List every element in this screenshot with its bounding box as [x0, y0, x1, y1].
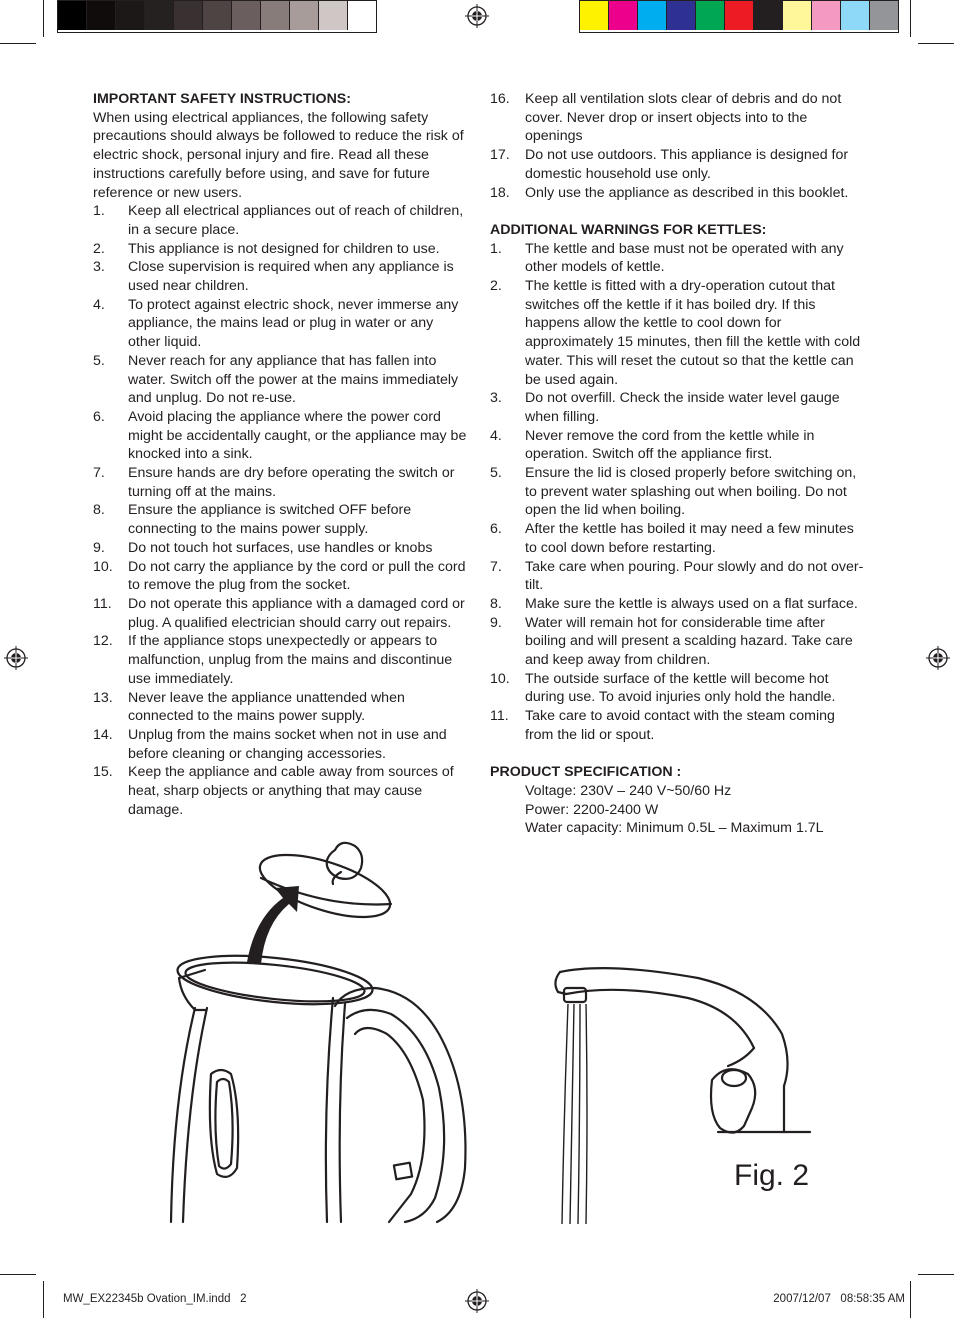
- list-item: [490, 707, 865, 744]
- tap-spout: [560, 968, 788, 1086]
- list-item: [490, 427, 865, 464]
- tap-handle: [711, 1069, 755, 1132]
- registration-mark-icon: [465, 1289, 489, 1313]
- crop-mark: [0, 43, 36, 44]
- lid-knob: [327, 843, 362, 879]
- list-item-number: 8.: [93, 502, 105, 519]
- right-column: [490, 90, 865, 838]
- list-item-text: The outside surface of the kettle will become hot during use. To avoid injuries only hold the handle.: [525, 670, 836, 706]
- list-item-number: 3.: [490, 390, 502, 407]
- process-color-bar: [579, 0, 899, 33]
- list-item: [93, 539, 467, 558]
- list-item-number: 13.: [93, 689, 113, 706]
- spec-power: Power: 2200-2400 W: [525, 801, 659, 818]
- list-item-text: Take care to avoid contact with the steam coming from the lid or spout.: [525, 708, 835, 743]
- safety-list: [93, 202, 467, 819]
- list-item-text: After the kettle has boiled it may need a few minutes to cool down before restarting.: [525, 521, 854, 556]
- color-swatch: [812, 1, 841, 30]
- crop-mark: [918, 1274, 954, 1275]
- list-item-text: Ensure the lid is closed properly before switching on, to prevent water splashing out when boiling. Do not open the lid when boiling.: [525, 465, 857, 519]
- kettle-warnings-list: [490, 240, 865, 745]
- list-item: [490, 240, 865, 277]
- list-item-number: 3.: [93, 259, 105, 276]
- crop-mark: [910, 1281, 911, 1318]
- list-item-number: 7.: [93, 465, 105, 482]
- list-item-number: 11.: [490, 708, 509, 725]
- spec-voltage: Voltage: 230V – 240 V~50/60 Hz: [525, 782, 732, 799]
- safety-title: IMPORTANT SAFETY INSTRUCTIONS:: [93, 91, 351, 107]
- kettle-handle: [335, 988, 465, 1222]
- list-item: [93, 595, 467, 632]
- color-swatch: [667, 1, 696, 30]
- list-item: [490, 90, 865, 146]
- list-item-text: Take care when pouring. Pour slowly and do not over-tilt.: [525, 558, 864, 594]
- color-swatch: [638, 1, 667, 30]
- spec-title: PRODUCT SPECIFICATION :: [490, 764, 682, 781]
- color-swatch: [319, 1, 348, 30]
- list-item-number: 1.: [93, 203, 105, 220]
- color-swatch: [174, 1, 203, 30]
- list-item-text: The kettle and base must not be operated with any other models of kettle.: [525, 240, 844, 276]
- kettle-rim: [175, 948, 375, 1012]
- list-item: [490, 277, 865, 389]
- crop-mark: [910, 0, 911, 37]
- list-item-text: Keep all ventilation slots clear of debris and do not cover. Never drop or insert objects into to the openings: [525, 91, 842, 145]
- list-item: [93, 689, 467, 726]
- list-item-text: Keep all electrical appliances out of reach of children, in a secure place.: [128, 203, 464, 238]
- color-swatch: [841, 1, 870, 30]
- list-item-text: Do not use outdoors. This appliance is designed for domestic household use only.: [525, 147, 849, 182]
- list-item-number: 16.: [490, 91, 510, 107]
- color-swatch: [203, 1, 232, 30]
- color-swatch: [58, 1, 87, 30]
- list-item: [93, 202, 467, 239]
- list-item: [490, 389, 865, 426]
- list-item-number: 4.: [490, 427, 502, 444]
- list-item-text: The kettle is fitted with a dry-operation cutout that switches off the kettle if it has boiled dry. If this happens allow the kettle to cool down for approximately 15 minutes, then fill the kettle with cold water. This will reset the cutout so that the kettle can be used again.: [525, 278, 861, 388]
- list-item-text: Unplug from the mains socket when not in use and before cleaning or changing accessories.: [128, 726, 447, 762]
- list-item: [490, 520, 865, 557]
- color-swatch: [609, 1, 638, 30]
- crop-mark: [43, 0, 44, 37]
- list-item-number: 1.: [490, 240, 502, 257]
- list-item: [93, 464, 467, 501]
- list-item-text: To protect against electric shock, never immerse any appliance, the mains lead or plug in water or any other liquid.: [128, 296, 459, 351]
- list-item-number: 6.: [93, 408, 105, 425]
- crop-mark: [0, 1274, 36, 1275]
- slug-file-name: MW_EX22345b Ovation_IM.indd 2: [63, 1293, 247, 1305]
- list-item-number: 2.: [93, 240, 105, 257]
- list-item-number: 9.: [490, 614, 502, 631]
- list-item: [490, 558, 865, 595]
- registration-mark-icon: [926, 646, 950, 670]
- list-item-text: Do not operate this appliance with a damaged cord or plug. A qualified electrician should carry out repairs.: [128, 595, 465, 631]
- list-item-number: 10.: [93, 558, 113, 575]
- list-item: [93, 501, 467, 538]
- color-swatch: [754, 1, 783, 30]
- left-column: [93, 90, 467, 819]
- list-item-number: 2.: [490, 278, 502, 295]
- list-item: [490, 614, 865, 670]
- color-swatch: [145, 1, 174, 30]
- list-item-number: 5.: [490, 465, 502, 482]
- color-swatch: [348, 1, 376, 30]
- color-swatch: [696, 1, 725, 30]
- safety-list-continued: [490, 90, 865, 202]
- list-item-number: 4.: [93, 296, 105, 313]
- lift-lid-arrow-icon: [247, 886, 299, 964]
- spec-capacity: Water capacity: Minimum 0.5L – Maximum 1.7L: [525, 820, 824, 837]
- crop-mark: [918, 43, 954, 44]
- figure-label: Fig. 2: [734, 1159, 810, 1192]
- list-item-number: 15.: [93, 764, 113, 781]
- slug-timestamp: 2007/12/07 08:58:35 AM: [773, 1293, 905, 1305]
- list-item-text: Do not carry the appliance by the cord or pull the cord to remove the plug from the socket.: [128, 558, 466, 594]
- list-item-text: Make sure the kettle is always used on a flat surface.: [525, 595, 858, 612]
- list-item: [490, 464, 865, 520]
- list-item-number: 7.: [490, 558, 502, 575]
- color-swatch: [261, 1, 290, 30]
- list-item: [490, 146, 865, 183]
- list-item-number: 14.: [93, 726, 113, 743]
- list-item: [490, 595, 865, 614]
- tap-nozzle: [564, 988, 586, 1002]
- list-item: [490, 670, 865, 707]
- list-item: [93, 258, 467, 295]
- list-item-text: Never leave the appliance unattended when connected to the mains power supply.: [128, 689, 405, 725]
- safety-intro: When using electrical appliances, the following safety precautions should always be followed to reduce the risk of electric shock, personal injury and fire. Read all these instructions carefully before using, and save for future reference or new users.: [93, 109, 464, 201]
- list-item: [93, 240, 467, 259]
- list-item: [93, 408, 467, 464]
- list-item: [93, 558, 467, 595]
- kettle-warnings-title: ADDITIONAL WARNINGS FOR KETTLES:: [490, 221, 767, 238]
- list-item-text: Avoid placing the appliance where the power cord might be accidentally caught, or the appliance may be knocked into a sink.: [128, 408, 467, 463]
- list-item-number: 18.: [490, 184, 510, 201]
- list-item-text: This appliance is not designed for children to use.: [128, 240, 440, 257]
- list-item: [93, 352, 467, 408]
- kettle-body: [171, 1008, 195, 1222]
- list-item-text: Do not touch hot surfaces, use handles or knobs: [128, 539, 433, 556]
- list-item-text: If the appliance stops unexpectedly or appears to malfunction, unplug from the mains and discontinue use immediately.: [128, 633, 453, 687]
- list-item: [93, 763, 467, 819]
- registration-mark-icon: [465, 4, 489, 28]
- color-swatch: [870, 1, 898, 30]
- registration-mark-icon: [4, 646, 28, 670]
- color-swatch: [87, 1, 116, 30]
- list-item-number: 9.: [93, 539, 105, 556]
- list-item-number: 5.: [93, 352, 105, 369]
- color-swatch: [232, 1, 261, 30]
- list-item-number: 10.: [490, 670, 510, 687]
- color-swatch: [116, 1, 145, 30]
- color-swatch: [725, 1, 754, 30]
- list-item-text: Ensure hands are dry before operating the switch or turning off at the mains.: [128, 465, 455, 500]
- list-item-text: Close supervision is required when any appliance is used near children.: [128, 259, 454, 295]
- list-item-number: 12.: [93, 633, 113, 650]
- water-gauge: [210, 1070, 238, 1177]
- list-item-text: Never reach for any appliance that has fallen into water. Switch off the power at the mains immediately and unplug. Do not re-use.: [128, 352, 459, 407]
- crop-mark: [43, 1281, 44, 1318]
- color-swatch: [290, 1, 319, 30]
- list-item-number: 17.: [490, 147, 510, 164]
- list-item: [93, 632, 467, 688]
- kettle-switch: [394, 1163, 412, 1180]
- list-item-text: Water will remain hot for considerable time after boiling and will present a scalding hazard. Take care and keep away from children.: [525, 614, 853, 669]
- list-item-text: Do not overfill. Check the inside water level gauge when filling.: [525, 390, 840, 425]
- color-swatch: [783, 1, 812, 30]
- list-item: [93, 296, 467, 352]
- kettle-spout: [179, 970, 205, 1010]
- grayscale-color-bar: [57, 0, 377, 33]
- list-item-text: Ensure the appliance is switched OFF before connecting to the mains power supply.: [128, 502, 412, 538]
- list-item-number: 6.: [490, 521, 502, 538]
- list-item: [490, 184, 865, 203]
- water-stream: [562, 1004, 587, 1224]
- list-item-text: Only use the appliance as described in this booklet.: [525, 184, 849, 201]
- list-item: [93, 726, 467, 763]
- list-item-number: 8.: [490, 595, 502, 612]
- list-item-number: 11.: [93, 595, 112, 612]
- color-swatch: [580, 1, 609, 30]
- list-item-text: Never remove the cord from the kettle while in operation. Switch off the appliance first.: [525, 427, 815, 463]
- kettle-illustration: [165, 838, 485, 1228]
- list-item-text: Keep the appliance and cable away from sources of heat, sharp objects or anything that may cause damage.: [128, 764, 454, 818]
